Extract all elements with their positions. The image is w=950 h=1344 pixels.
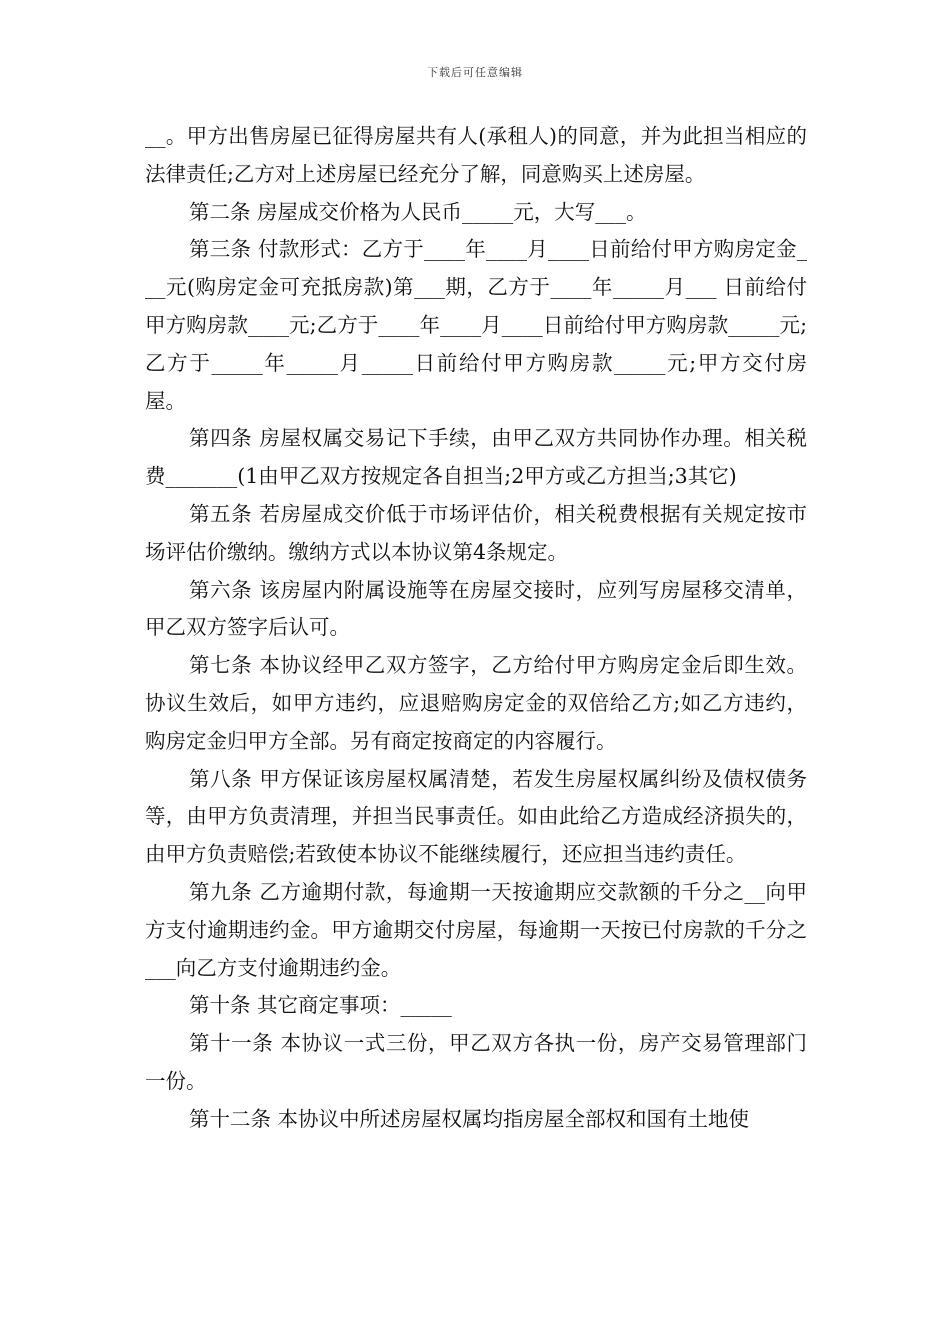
paragraph-1: __。甲方出售房屋已征得房屋共有人(承租人)的同意，并为此担当相应的法律责任;乙方对上述房屋已经充分了解，同意购买上述房屋。 bbox=[145, 124, 807, 186]
article-10: 第十条 其它商定事项：_____ bbox=[189, 993, 452, 1018]
article-12: 第十二条 本协议中所述房屋权属均指房屋全部权和国有土地使 bbox=[189, 1106, 750, 1131]
article-5: 第五条 若房屋成交价低于市场评估价，相关税费根据有关规定按市场评估价缴纳。缴纳方式以本协议第4条规定。 bbox=[145, 501, 807, 564]
article-4: 第四条 房屋权属交易记下手续，由甲乙双方共同协作办理。相关税费_______(1由甲乙双方按规定各自担当;2甲方或乙方担当;3其它) bbox=[145, 426, 807, 489]
page-header-note: 下载后可任意编辑 bbox=[427, 66, 523, 79]
document-body bbox=[145, 118, 807, 1139]
article-8: 第八条 甲方保证该房屋权属清楚，若发生房屋权属纠纷及债权债务等，由甲方负责清理，并担当民事责任。如由此给乙方造成经济损失的，由甲方负责赔偿;若致使本协议不能继续履行，还应担当违约责任。 bbox=[145, 766, 807, 867]
article-6: 第六条 该房屋内附属设施等在房屋交接时，应列写房屋移交清单，甲乙双方签字后认可。 bbox=[145, 577, 807, 640]
article-2: 第二条 房屋成交价格为人民币_____元，大写___。 bbox=[189, 199, 647, 224]
article-7: 第七条 本协议经甲乙双方签字，乙方给付甲方购房定金后即生效。协议生效后，如甲方违约，应退赔购房定金的双倍给乙方;如乙方违约，购房定金归甲方全部。另有商定按商定的内容履行。 bbox=[145, 653, 807, 753]
article-3: 第三条 付款形式：乙方于____年____月____日前给付甲方购房定金___元(购房定金可充抵房款)第___期，乙方于____年_____月___ 日前给付甲方购房款____元;乙方于____年____月____日前给付甲方购房款_____元;乙方于_____年_____月_____日前给付甲方购房款_____元;甲方交付房屋。 bbox=[145, 237, 807, 413]
article-9: 第九条 乙方逾期付款，每逾期一天按逾期应交款额的千分之__向甲方支付逾期违约金。甲方逾期交付房屋，每逾期一天按已付房款的千分之___向乙方支付逾期违约金。 bbox=[145, 879, 807, 980]
article-11: 第十一条 本协议一式三份，甲乙双方各执一份，房产交易管理部门一份。 bbox=[145, 1031, 807, 1093]
